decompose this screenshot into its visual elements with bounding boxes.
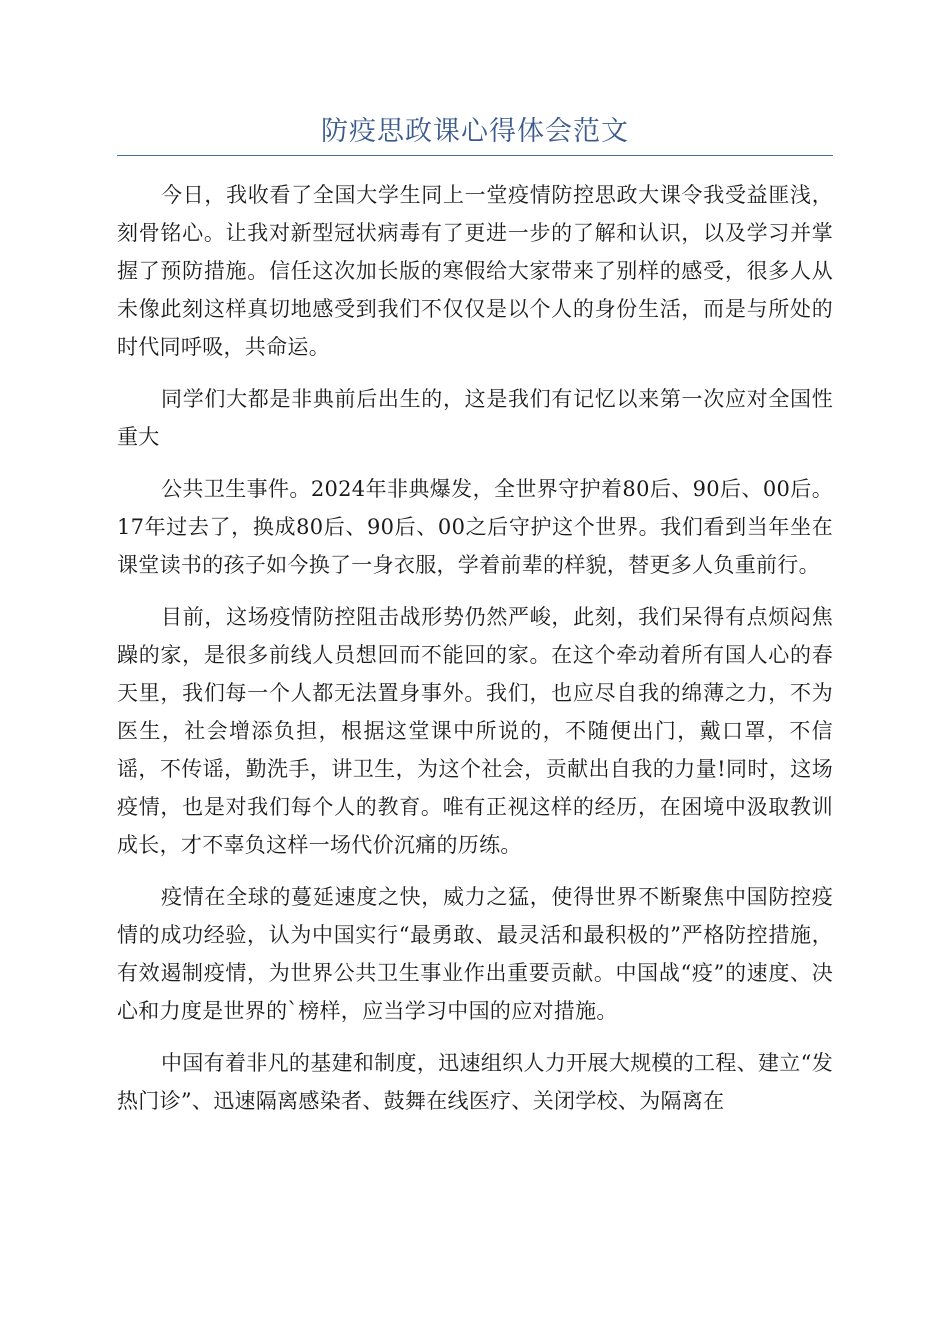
paragraph-1: 今日，我收看了全国大学生同上一堂疫情防控思政大课令我受益匪浅，刻骨铭心。让我对新型冠状病毒有了更进一步的了解和认识，以及学习并掌握了预防措施。信任这次加长版的寒假给大家带来了别样的感受，很多人从未像此刻这样真切地感受到我们不仅仅是以个人的身份生活，而是与所处的时代同呼吸，共命运。 [117, 183, 833, 359]
paragraph-5: 疫情在全球的蔓延速度之快，威力之猛，使得世界不断聚焦中国防控疫情的成功经验，认为中国实行“最勇敢、最灵活和最积极的”严格防控措施，有效遏制疫情，为世界公共卫生事业作出重要贡献。中国战“疫”的速度、决心和力度是世界的`榜样，应当学习中国的应对措施。 [117, 885, 833, 1023]
paragraph-4: 目前，这场疫情防控阻击战形势仍然严峻，此刻，我们呆得有点烦闷焦躁的家，是很多前线人员想回而不能回的家。在这个牵动着所有国人心的春天里，我们每一个人都无法置身事外。我们，也应尽自我的绵薄之力，不为医生，社会增添负担，根据这堂课中所说的，不随便出门，戴口罩，不信谣，不传谣，勤洗手，讲卫生，为这个社会，贡献出自我的力量!同时，这场疫情，也是对我们每个人的教育。唯有正视这样的经历，在困境中汲取教训成长，才不辜负这样一场代价沉痛的历练。 [117, 605, 833, 857]
paragraph-3: 公共卫生事件。2024年非典爆发，全世界守护着80后、90后、00后。17年过去了，换成80后、90后、00之后守护这个世界。我们看到当年坐在课堂读书的孩子如今换了一身衣服，学着前辈的样貌，替更多人负重前行。 [117, 477, 833, 577]
document-title: 防疫思政课心得体会范文 [321, 116, 629, 147]
paragraph-2: 同学们大都是非典前后出生的，这是我们有记忆以来第一次应对全国性重大 [117, 387, 833, 449]
title-underline [117, 155, 833, 156]
document-body [117, 176, 833, 1134]
paragraph-6: 中国有着非凡的基建和制度，迅速组织人力开展大规模的工程、建立“发热门诊”、迅速隔离感染者、鼓舞在线医疗、关闭学校、为隔离在 [117, 1051, 833, 1113]
